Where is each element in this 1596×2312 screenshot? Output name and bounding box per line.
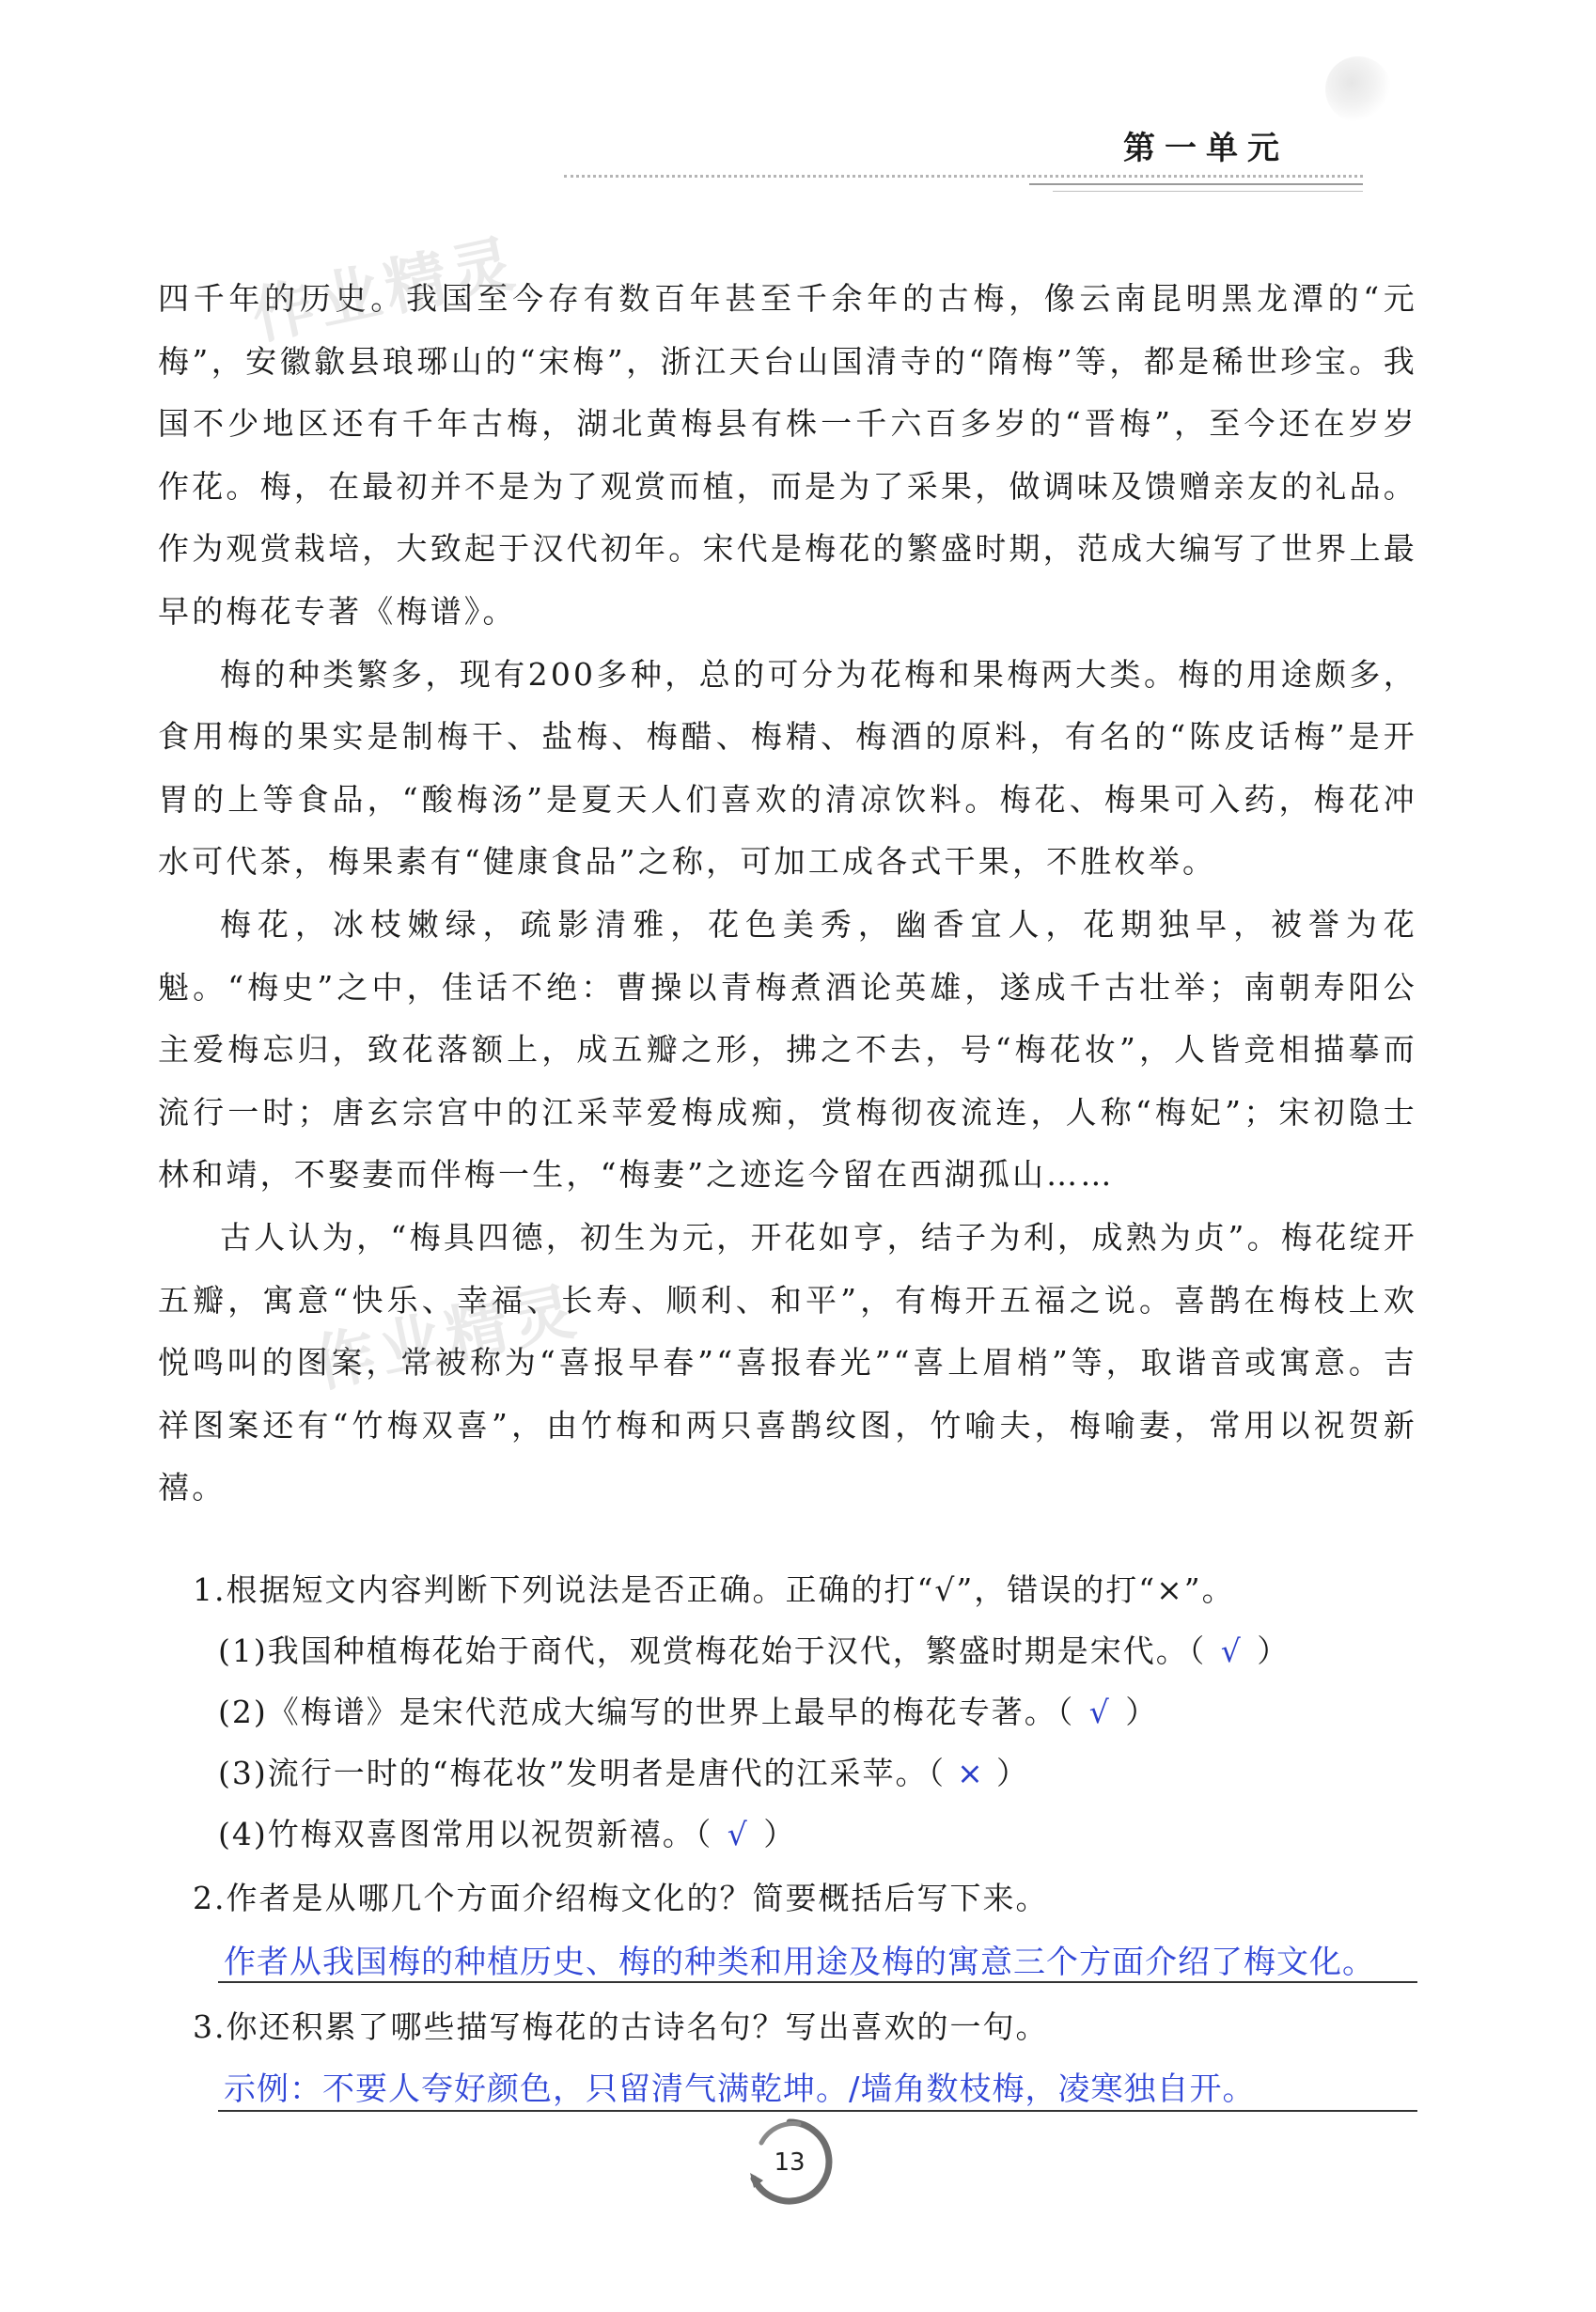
watermark: 作业精灵	[306, 1273, 587, 1401]
unit-title: 第一单元	[1123, 130, 1289, 167]
header-rule	[1029, 183, 1363, 185]
answer-line	[218, 1981, 1417, 1983]
passage-paragraph-2: 梅的种类繁多，现有200多种，总的可分为花梅和果梅两大类。梅的用途颇多，食用梅的果实是制梅干、盐梅、梅醋、梅精、梅酒的原料，有名的“陈皮话梅”是开胃的上等食品，“酸梅汤”是夏天人们喜欢的清凉饮料。梅花、梅果可入药，梅花冲水可代茶，梅果素有“健康食品”之称，可加工成各式干果，不胜枚举。	[158, 655, 1417, 881]
question-1-item-3: (3)流行一时的“梅花妆”发明者是唐代的江采苹。（ × ）	[218, 1753, 1029, 1794]
page-number: 13	[774, 2148, 806, 2177]
question-2-answer[interactable]: 作者从我国梅的种植历史、梅的种类和用途及梅的寓意三个方面介绍了梅文化。	[224, 1944, 1375, 1981]
question-3-answer[interactable]: 示例：不要人夸好颜色，只留清气满乾坤。/墙角数枝梅，凌寒独自开。	[224, 2070, 1256, 2108]
header-dotted-rule	[564, 175, 1363, 178]
passage-paragraph-4: 古人认为，“梅具四德，初生为元，开花如亨，结子为利，成熟为贞”。梅花绽开五瓣，寓意“快乐、幸福、长寿、顺利、和平”，有梅开五福之说。喜鹊在梅枝上欢悦鸣叫的图案，常被称为“喜报早春”“喜报春光”“喜上眉梢”等，取谐音或寓意。吉祥图案还有“竹梅双喜”，由竹梅和两只喜鹊纹图，竹喻夫，梅喻妻，常用以祝贺新禧。	[158, 1218, 1417, 1507]
watermark: 作业精灵	[245, 226, 526, 353]
header-rule-thin	[1053, 191, 1363, 192]
item-text: (3)流行一时的“梅花妆”发明者是唐代的江采苹。	[218, 1755, 929, 1791]
answer-mark[interactable]: √	[1088, 1694, 1111, 1730]
answer-mark[interactable]: ×	[957, 1755, 985, 1791]
question-1-item-2: (2)《梅谱》是宋代范成大编写的世界上最早的梅花专著。（ √ ）	[218, 1692, 1158, 1733]
question-1-prompt: 1.根据短文内容判断下列说法是否正确。正确的打“√”，错误的打“×”。	[193, 1571, 1235, 1608]
item-text: (4)竹梅双喜图常用以祝贺新禧。	[218, 1816, 696, 1852]
item-text: (1)我国种植梅花始于商代，观赏梅花始于汉代，繁盛时期是宋代。	[218, 1632, 1189, 1669]
answer-mark[interactable]: √	[1220, 1632, 1243, 1669]
answer-line	[218, 2110, 1417, 2112]
question-1-item-1: (1)我国种植梅花始于商代，观赏梅花始于汉代，繁盛时期是宋代。（ √ ）	[218, 1631, 1290, 1672]
question-3-prompt: 3.你还积累了哪些描写梅花的古诗名句？写出喜欢的一句。	[193, 2008, 1049, 2045]
question-2-prompt: 2.作者是从哪几个方面介绍梅文化的？简要概括后写下来。	[193, 1880, 1049, 1916]
question-1-item-4: (4)竹梅双喜图常用以祝贺新禧。（ √ ）	[218, 1814, 796, 1855]
corner-decoration	[1325, 56, 1391, 122]
item-text: (2)《梅谱》是宋代范成大编写的世界上最早的梅花专著。	[218, 1694, 1057, 1730]
answer-mark[interactable]: √	[727, 1816, 749, 1852]
passage-paragraph-3: 梅花，冰枝嫩绿，疏影清雅，花色美秀，幽香宜人，花期独早，被誉为花魁。“梅史”之中，佳话不绝：曹操以青梅煮酒论英雄，遂成千古壮举；南朝寿阳公主爱梅忘归，致花落额上，成五瓣之形，拂之不去，号“梅花妆”，人皆竞相描摹而流行一时；唐玄宗宫中的江采苹爱梅成痴，赏梅彻夜流连，人称“梅妃”；宋初隐士林和靖，不娶妻而伴梅一生，“梅妻”之迹迄今留在西湖孤山……	[158, 905, 1417, 1194]
passage-paragraph-1: 四千年的历史。我国至今存有数百年甚至千余年的古梅，像云南昆明黑龙潭的“元梅”，安徽歙县琅琊山的“宋梅”，浙江天台山国清寺的“隋梅”等，都是稀世珍宝。我国不少地区还有千年古梅，湖北黄梅县有株一千六百多岁的“晋梅”，至今还在岁岁作花。梅，在最初并不是为了观赏而植，而是为了采果，做调味及馈赠亲友的礼品。作为观赏栽培，大致起于汉代初年。宋代是梅花的繁盛时期，范成大编写了世界上最早的梅花专著《梅谱》。	[158, 280, 1417, 630]
